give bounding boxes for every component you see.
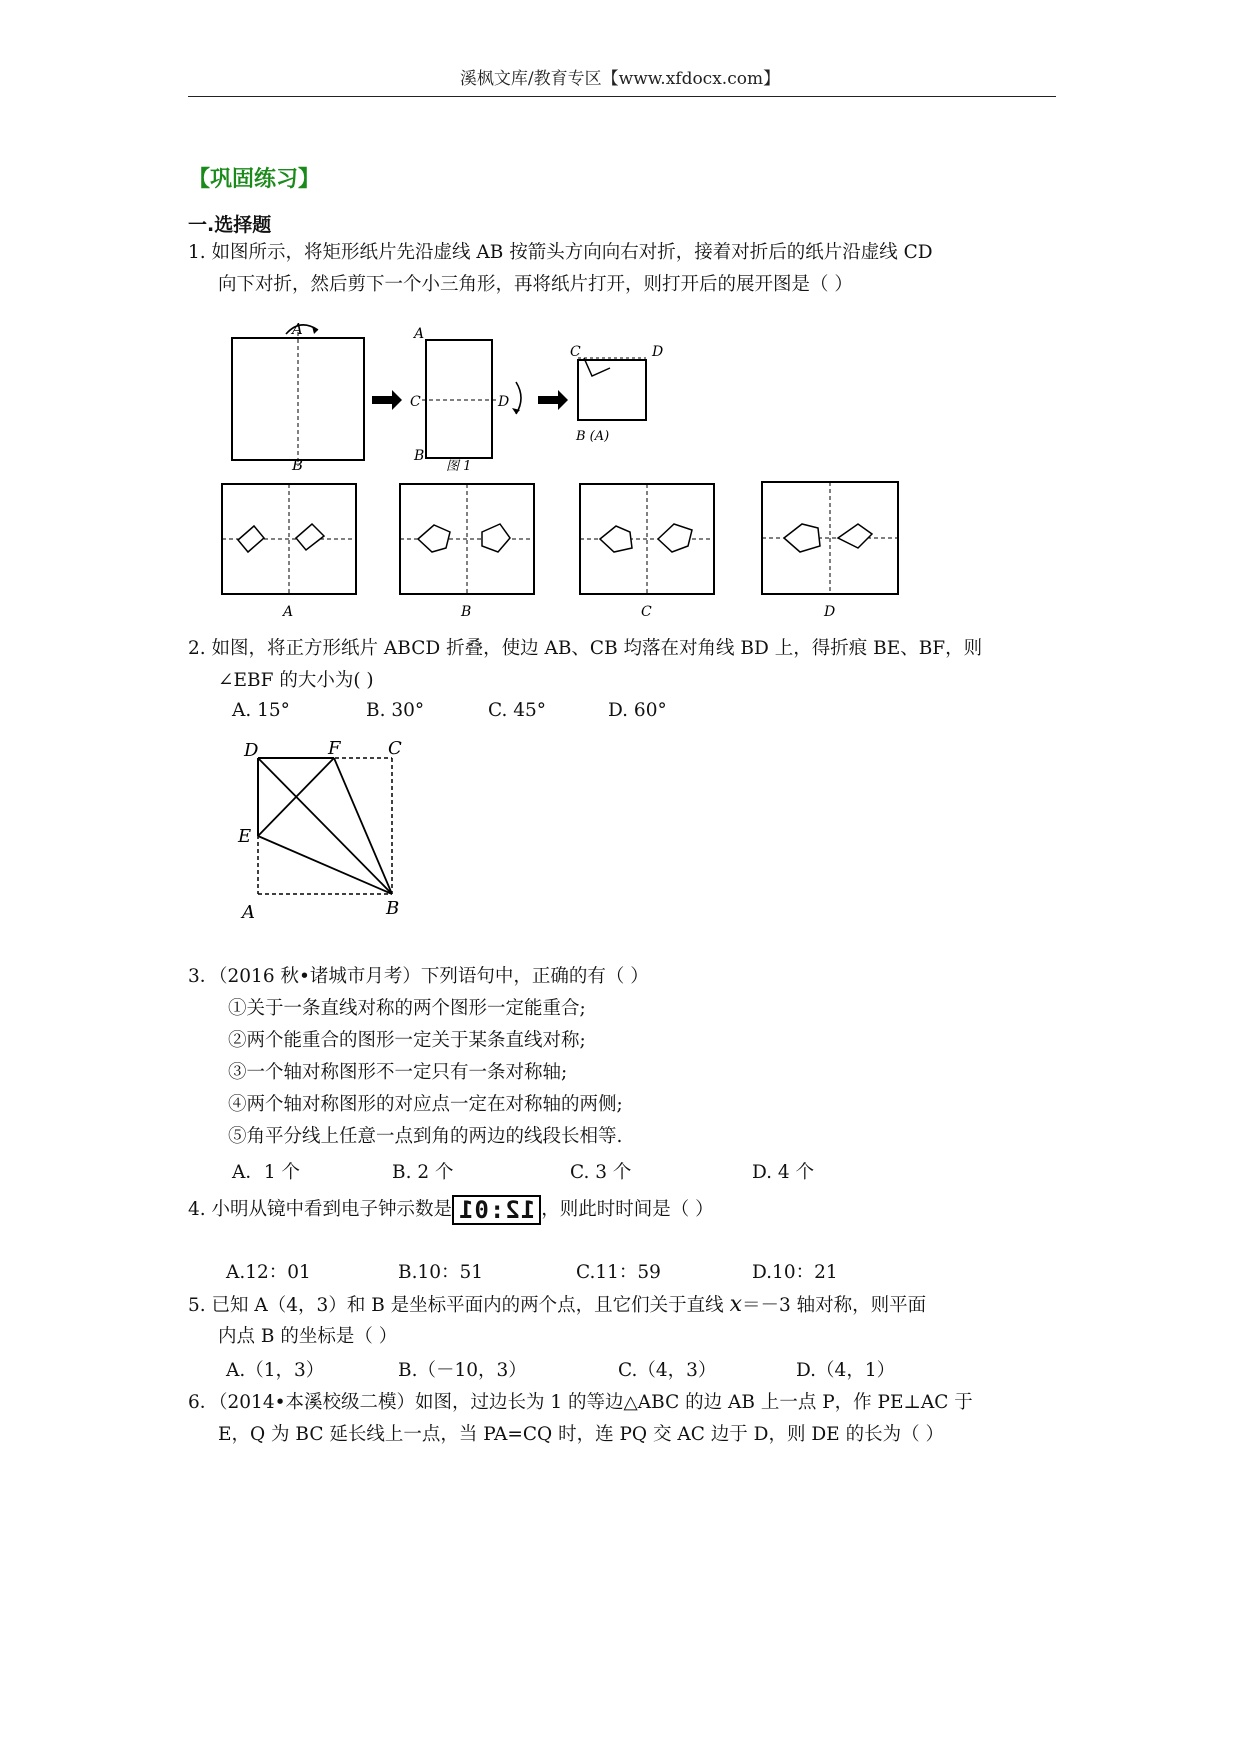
q5-text-b: ＝－3 轴对称，则平面 [741,1295,927,1316]
q3-statement-2: ②两个能重合的图形一定关于某条直线对称; [228,1030,586,1051]
q2-option-a[interactable]: A. 15° [232,700,290,721]
q3-option-a[interactable]: A．1 个 [232,1162,301,1183]
q3-statement-3: ③一个轴对称图形不一定只有一条对称轴; [228,1062,568,1083]
q1-fig1-caption: 图 1 [446,459,472,472]
q3-statement-1: ①关于一条直线对称的两个图形一定能重合; [228,998,586,1019]
q1-label-c2: C [570,344,581,360]
q2-option-c[interactable]: C. 45° [488,700,547,721]
page-header: 溪枫文库/教育专区【www.xfdocx.com】 [459,69,781,89]
q5-text-line1 [188,1290,926,1321]
q1-option-c-label: C [641,604,652,620]
q5-option-a[interactable]: A.（1，3） [226,1360,325,1381]
q1-option-a-figure [220,480,360,620]
q1-label-b: B [292,456,304,472]
q2-label-f: F [328,738,341,759]
mirrored-clock-display [452,1195,541,1225]
q5-option-d[interactable]: D.（4，1） [796,1360,896,1381]
q4-text-line [188,1192,714,1228]
q1-label-a: A [292,320,303,338]
q3-option-c[interactable]: C. 3 个 [570,1162,632,1183]
q4-option-b[interactable]: B.10：51 [398,1262,484,1283]
q2-label-c: C [388,738,402,759]
q4-text-suffix: ，则此时时间是（ ） [541,1199,714,1220]
q5-option-c[interactable]: C.（4，3） [618,1360,717,1381]
q2-option-d[interactable]: D. 60° [608,700,667,721]
q3-option-b[interactable]: B. 2 个 [392,1162,454,1183]
q1-text-line1: 1. 如图所示，将矩形纸片先沿虚线 AB 按箭头方向向右对折，接着对折后的纸片沿虚线 CD [188,242,933,263]
q2-label-a: A [242,902,255,923]
q2-square-figure [236,736,416,926]
q1-option-b-label: B [461,604,472,620]
q2-label-d: D [244,740,259,761]
q5-text-a: 5. 已知 A（4，3）和 B 是坐标平面内的两个点，且它们关于直线 [188,1295,730,1316]
q6-text-line2: E，Q 为 BC 延长线上一点，当 PA=CQ 时，连 PQ 交 AC 边于 D，则 DE 的长为（ ） [218,1424,944,1445]
mirrored-clock-digits: 12:01 [458,1196,536,1224]
q1-text-line2: 向下对折，然后剪下一个小三角形，再将纸片打开，则打开后的展开图是（ ） [218,274,853,295]
q5-option-b[interactable]: B.（－10，3） [398,1360,527,1381]
q1-option-b-figure [398,480,538,620]
q2-option-b[interactable]: B. 30° [366,700,425,721]
q3-statement-5: ⑤角平分线上任意一点到角的两边的线段长相等. [228,1126,623,1147]
q5-variable-x: x [729,1292,742,1317]
q1-option-c-figure [578,480,718,620]
q4-option-a[interactable]: A.12：01 [226,1262,311,1283]
header-divider [188,96,1056,97]
section-title: 【巩固练习】 [188,167,321,192]
q1-label-a2: A [414,326,425,342]
q3-option-d[interactable]: D. 4 个 [752,1162,815,1183]
q1-label-d2: D [652,344,664,360]
q2-text-line2: ∠EBF 的大小为( ) [218,670,374,691]
q4-text-prefix: 4. 小明从镜中看到电子钟示数是 [188,1199,453,1220]
q1-label-d: D [498,394,510,410]
q3-text-line1: 3．（2016 秋•诸城市月考）下列语句中，正确的有（ ） [188,966,649,987]
q1-folding-figure [220,312,700,472]
q1-option-a-label: A [283,604,294,620]
q1-label-b2: B [414,448,425,464]
q4-option-d[interactable]: D.10：21 [752,1262,838,1283]
q5-text-line2: 内点 B 的坐标是（ ） [218,1326,398,1347]
q2-label-b: B [386,898,400,919]
q2-text-line1: 2. 如图，将正方形纸片 ABCD 折叠，使边 AB、CB 均落在对角线 BD 上，得折痕 BE、BF，则 [188,638,983,659]
q1-label-ba: B (A) [576,429,610,444]
q1-option-d-figure [758,472,908,620]
q4-option-c[interactable]: C.11：59 [576,1262,661,1283]
q3-statement-4: ④两个轴对称图形的对应点一定在对称轴的两侧; [228,1094,623,1115]
q1-option-d-label: D [824,604,836,620]
q6-text-line1: 6．（2014•本溪校级二模）如图，过边长为 1 的等边△ABC 的边 AB 上一点 P，作 PE⊥AC 于 [188,1392,973,1413]
q2-label-e: E [238,826,252,847]
subsection-title: 一.选择题 [188,214,272,236]
q1-label-c: C [410,394,421,410]
